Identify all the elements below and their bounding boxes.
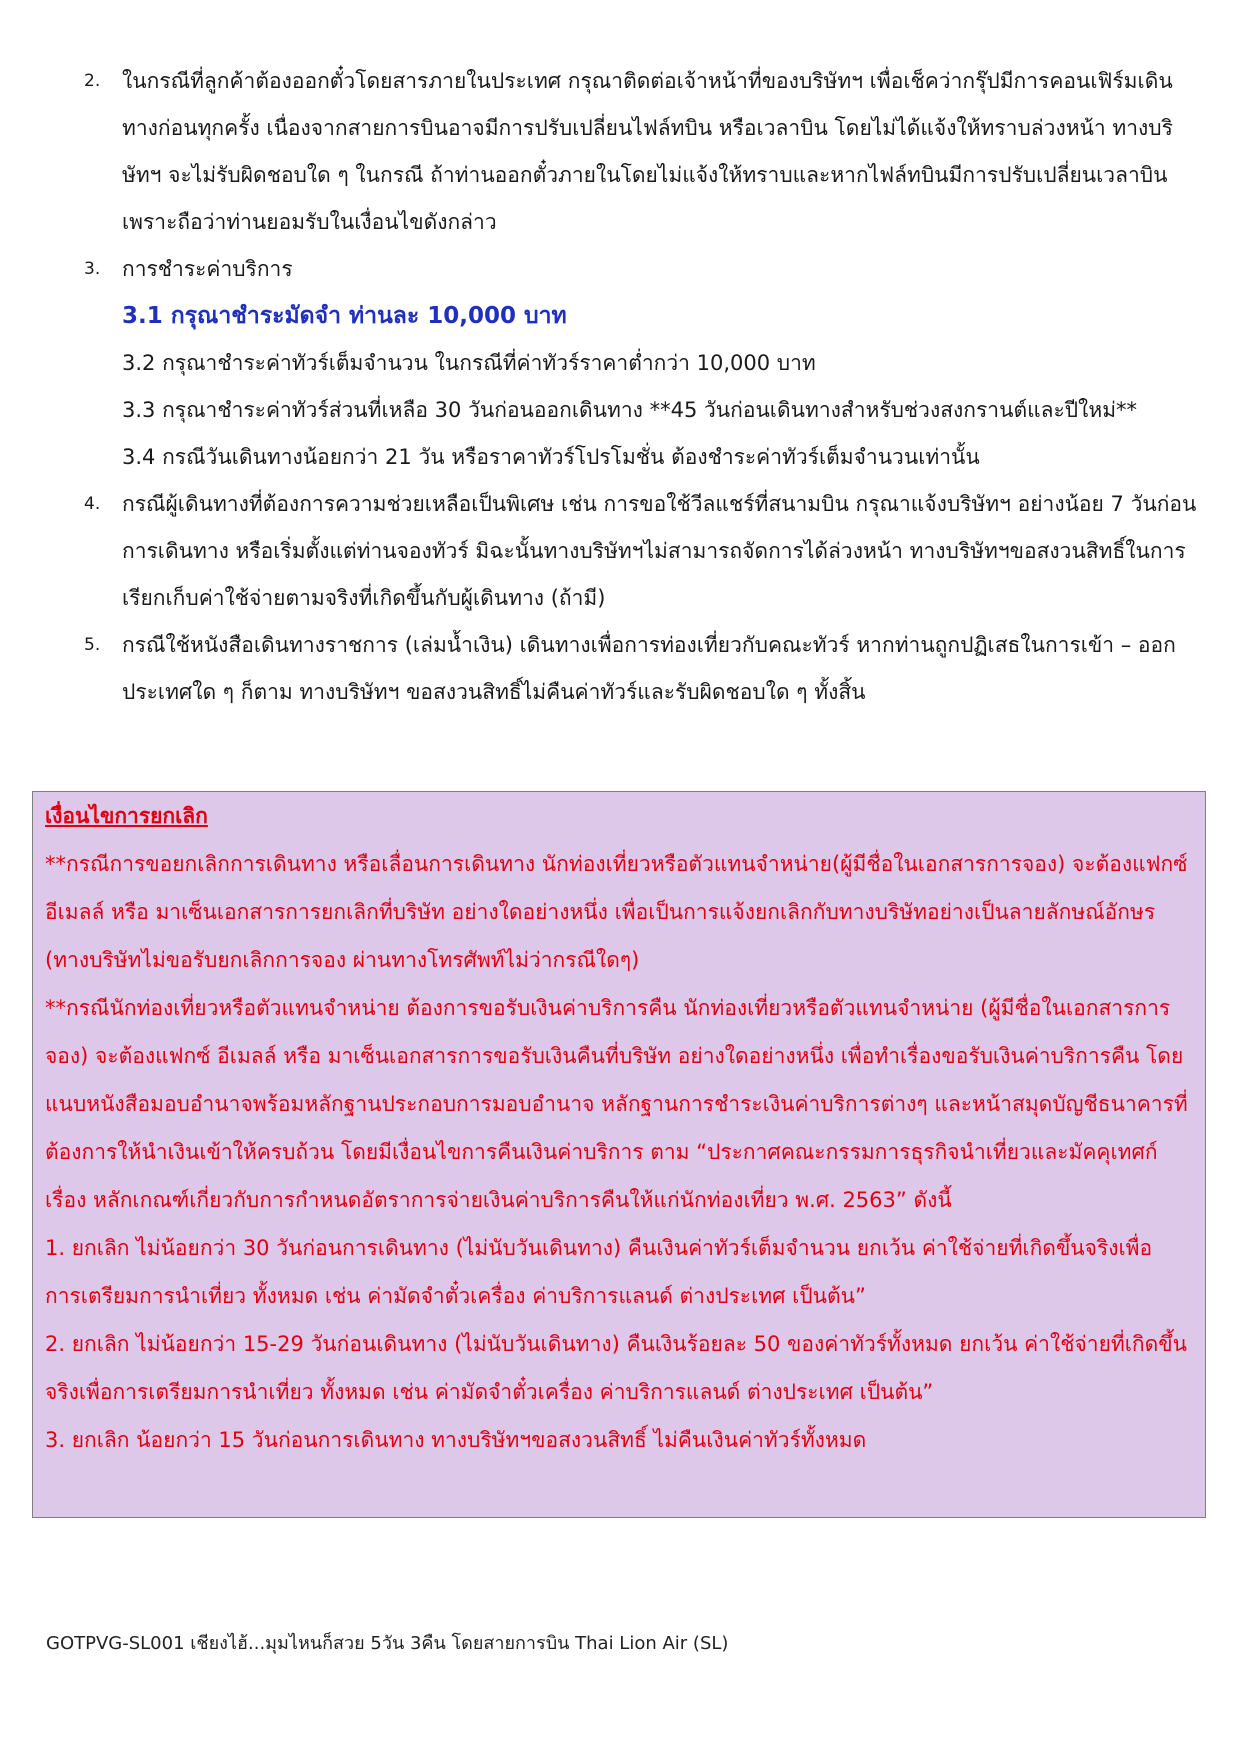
condition-item-4 (70, 481, 1200, 622)
condition-text: กรณีผู้เดินทางที่ต้องการความช่วยเหลือเป็นพิเศษ เช่น การขอใช้วีลแชร์ที่สนามบิน กรุณาแจ้งบริษัทฯ อย่างน้อย 7 วันก่อนการเดินทาง หรือเริ่มตั้งแต่ท่านจองทัวร์ มิฉะนั้นทางบริษัทฯไม่สามารถจัดการได้ล่วงหน้า ทางบริษัทฯขอสงวนสิทธิ์ในการเรียกเก็บค่าใช้จ่ายตามจริงที่เกิดขึ้นกับผู้เดินทาง (ถ้ามี) (122, 492, 1197, 610)
condition-item-3 (70, 246, 1200, 293)
conditions-list (70, 58, 1200, 716)
cancellation-rule-2: 2. ยกเลิก ไม่น้อยกว่า 15-29 วันก่อนเดินทาง (ไม่นับวันเดินทาง) คืนเงินร้อยละ 50 ของค่าทัวร์ทั้งหมด ยกเว้น ค่าใช้จ่ายที่เกิดขึ้นจริงเพื่อการเตรียมการนำเที่ยว ทั้งหมด เช่น ค่ามัดจำตั๋วเครื่อง ค่าบริการแลนด์ ต่างประเทศ เป็นต้น” (45, 1332, 1187, 1404)
item-number: 5. (84, 635, 101, 655)
condition-item-5 (70, 622, 1200, 716)
payment-remaining: 3.3 กรุณาชำระค่าทัวร์ส่วนที่เหลือ 30 วันก่อนออกเดินทาง **45 วันก่อนเดินทางสำหรับช่วงสงกรานต์และปีใหม่** (122, 398, 1138, 422)
cancellation-rule-1: 1. ยกเลิก ไม่น้อยกว่า 30 วันก่อนการเดินทาง (ไม่นับวันเดินทาง) คืนเงินค่าทัวร์เต็มจำนวน ยกเว้น ค่าใช้จ่ายที่เกิดขึ้นจริงเพื่อการเตรียมการนำเที่ยว ทั้งหมด เช่น ค่ามัดจำตั๋วเครื่อง ค่าบริการแลนด์ ต่างประเทศ เป็นต้น” (45, 1236, 1153, 1308)
cancellation-box (32, 791, 1206, 1518)
item-number: 4. (84, 494, 101, 514)
condition-text: การชำระค่าบริการ (122, 257, 293, 281)
cancellation-paragraph: **กรณีนักท่องเที่ยวหรือตัวแทนจำหน่าย ต้องการขอรับเงินค่าบริการคืน นักท่องเที่ยวหรือตัวแทนจำหน่าย (ผู้มีชื่อในเอกสารการจอง) จะต้องแฟกซ์ อีเมลล์ หรือ มาเซ็นเอกสารการขอรับเงินคืนที่บริษัท อย่างใดอย่างหนึ่ง เพื่อทำเรื่องขอรับเงินค่าบริการคืน โดยแนบหนังสือมอบอำนาจพร้อมหลักฐานประกอบการมอบอำนาจ หลักฐานการชำระเงินค่าบริการต่างๆ และหน้าสมุดบัญชีธนาคารที่ต้องการให้นำเงินเข้าให้ครบถ้วน โดยมีเงื่อนไขการคืนเงินค่าบริการ ตาม “ประกาศคณะกรรมการธุรกิจนำเที่ยวและมัคคุเทศก์ เรื่อง หลักเกณฑ์เกี่ยวกับการกำหนดอัตราการจ่ายเงินค่าบริการคืนให้แก่นักท่องเที่ยว พ.ศ. 2563” ดังนี้ (45, 996, 1188, 1212)
payment-deposit: 3.1 กรุณาชำระมัดจำ ท่านละ 10,000 บาท (122, 303, 567, 329)
item-number: 3. (84, 259, 101, 279)
cancellation-title: เงื่อนไขการยกเลิก (45, 804, 208, 828)
cancellation-paragraph: **กรณีการขอยกเลิกการเดินทาง หรือเลื่อนการเดินทาง นักท่องเที่ยวหรือตัวแทนจำหน่าย(ผู้มีชื่อในเอกสารการจอง) จะต้องแฟกซ์ อีเมลล์ หรือ มาเซ็นเอกสารการยกเลิกที่บริษัท อย่างใดอย่างหนึ่ง เพื่อเป็นการแจ้งยกเลิกกับทางบริษัทอย่างเป็นลายลักษณ์อักษร (ทางบริษัทไม่ขอรับยกเลิกการจอง ผ่านทางโทรศัพท์ไม่ว่ากรณีใดๆ) (45, 852, 1188, 972)
payment-short-notice: 3.4 กรณีวันเดินทางน้อยกว่า 21 วัน หรือราคาทัวร์โปรโมชั่น ต้องชำระค่าทัวร์เต็มจำนวนเท่านั้น (122, 445, 980, 469)
page-footer: GOTPVG-SL001 เชียงไฮ้...มุมไหนก็สวย 5วัน 3คืน โดยสายการบิน Thai Lion Air (SL) (46, 1633, 729, 1654)
item-number: 2. (84, 71, 101, 91)
condition-text: กรณีใช้หนังสือเดินทางราชการ (เล่มน้ำเงิน) เดินทางเพื่อการท่องเที่ยวกับคณะทัวร์ หากท่านถูกปฏิเสธในการเข้า – ออกประเทศใด ๆ ก็ตาม ทางบริษัทฯ ขอสงวนสิทธิ์ไม่คืนค่าทัวร์และรับผิดชอบใด ๆ ทั้งสิ้น (122, 633, 1176, 704)
payment-full: 3.2 กรุณาชำระค่าทัวร์เต็มจำนวน ในกรณีที่ค่าทัวร์ราคาต่ำกว่า 10,000 บาท (122, 351, 816, 375)
condition-text: ในกรณีที่ลูกค้าต้องออกตั๋วโดยสารภายในประเทศ กรุณาติดต่อเจ้าหน้าที่ของบริษัทฯ เพื่อเช็คว่ากรุ๊ปมีการคอนเฟิร์มเดินทางก่อนทุกครั้ง เนื่องจากสายการบินอาจมีการปรับเปลี่ยนไฟล์ทบิน หรือเวลาบิน โดยไม่ได้แจ้งให้ทราบล่วงหน้า ทางบริษัทฯ จะไม่รับผิดชอบใด ๆ ในกรณี ถ้าท่านออกตั๋วภายในโดยไม่แจ้งให้ทราบและหากไฟล์ทบินมีการปรับเปลี่ยนเวลาบินเพราะถือว่าท่านยอมรับในเงื่อนไขดังกล่าว (122, 69, 1173, 234)
condition-item-2 (70, 58, 1200, 246)
cancellation-rule-3: 3. ยกเลิก น้อยกว่า 15 วันก่อนการเดินทาง ทางบริษัทฯขอสงวนสิทธิ์ ไม่คืนเงินค่าทัวร์ทั้งหมด (45, 1428, 867, 1452)
